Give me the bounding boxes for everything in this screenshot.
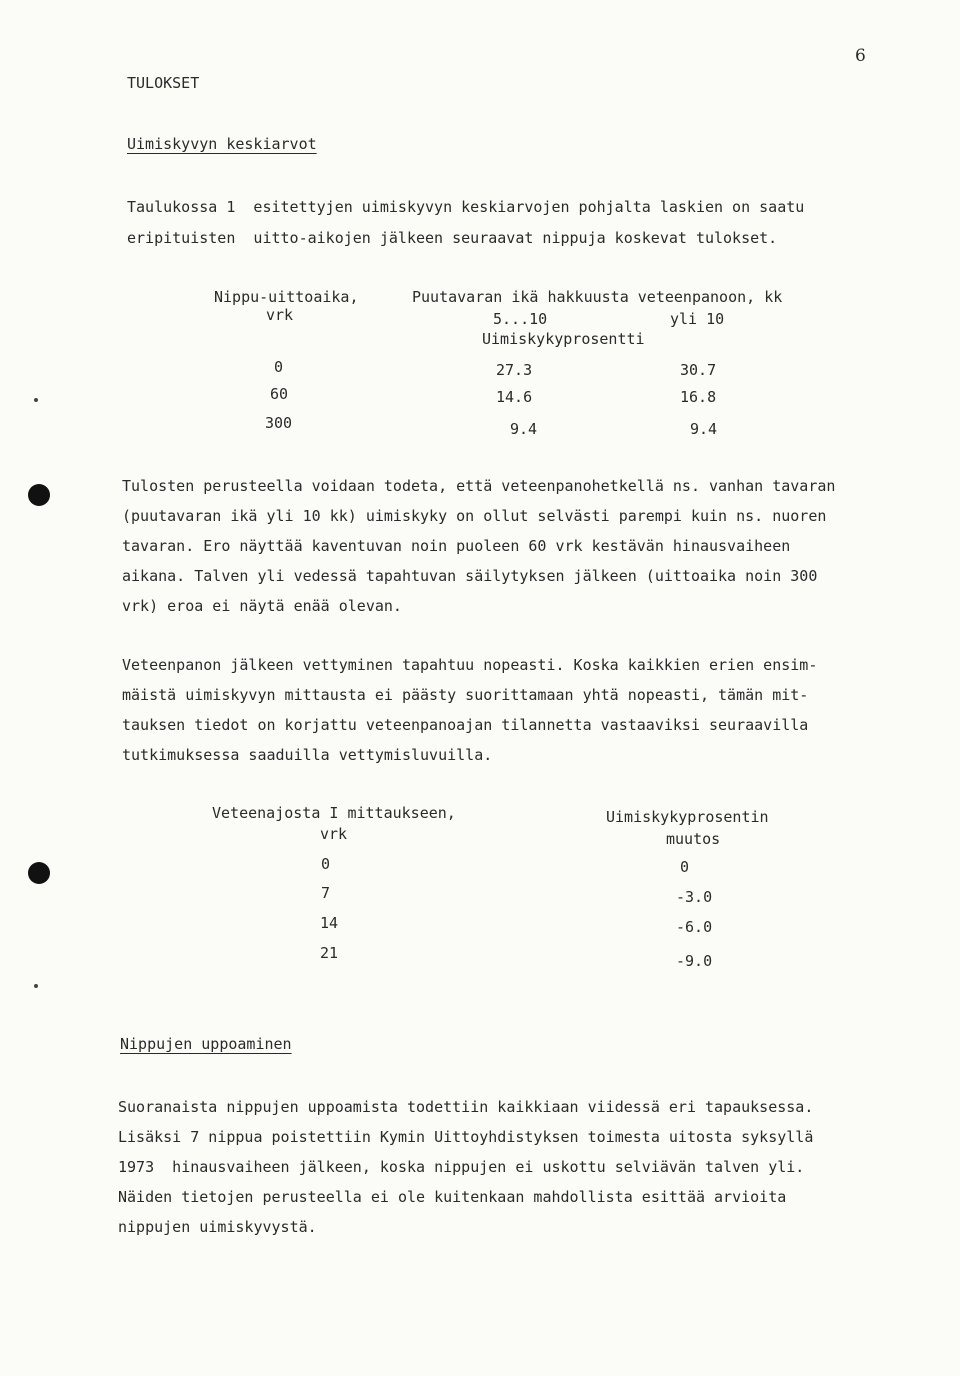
text-line: aikana. Talven yli vedessä tapahtuvan säilytyksen jälkeen (uittoaika noin 300 — [122, 567, 818, 585]
paper-speck — [34, 398, 38, 402]
table-cell-days: 21 — [320, 944, 339, 962]
table-cell-days: 0 — [321, 855, 331, 873]
table-header-days-unit: vrk — [320, 825, 348, 843]
page-number: 6 — [855, 46, 866, 66]
table-header-days: Nippu-uittoaika, — [214, 288, 359, 306]
table-col-over-10: yli 10 — [670, 310, 725, 328]
table-cell-change: 0 — [680, 858, 690, 876]
text-line: nippujen uimiskyvystä. — [118, 1218, 317, 1236]
subsection-title-sinking: Nippujen uppoaminen — [120, 1035, 292, 1053]
table-cell-value: 9.4 — [690, 420, 718, 438]
table-header-change-2: muutos — [666, 830, 721, 848]
text-line: tauksen tiedot on korjattu veteenpanoajan tilannetta vastaaviksi seuraavilla — [122, 716, 809, 734]
table-cell-value: 16.8 — [680, 388, 717, 406]
text-line: tavaran. Ero näyttää kaventuvan noin puoleen 60 vrk kestävän hinausvaiheen — [122, 537, 791, 555]
table-header-days-unit: vrk — [266, 306, 294, 324]
text-line: eripituisten uitto-aikojen jälkeen seuraavat nippuja koskevat tulokset. — [127, 229, 778, 247]
text-line: Lisäksi 7 nippua poistettiin Kymin Uittoyhdistyksen toimesta uitosta syksyllä — [118, 1128, 814, 1146]
table-cell-value: 14.6 — [496, 388, 533, 406]
table-cell-change: -3.0 — [676, 888, 713, 906]
binder-hole-bottom — [28, 862, 50, 884]
text-line: Taulukossa 1 esitettyjen uimiskyvyn keskiarvojen pohjalta laskien on saatu — [127, 198, 805, 216]
text-line: Suoranaista nippujen uppoamista todettiin kaikkiaan viidessä eri tapauksessa. — [118, 1098, 814, 1116]
text-line: tutkimuksessa saaduilla vettymisluvuilla. — [122, 746, 493, 764]
text-line: Tulosten perusteella voidaan todeta, että veteenpanohetkellä ns. vanhan tavaran — [122, 477, 836, 495]
text-line: 1973 hinausvaiheen jälkeen, koska nippujen ei uskottu selviävän talven yli. — [118, 1158, 805, 1176]
table-cell-value: 30.7 — [680, 361, 717, 379]
text-line: vrk) eroa ei näytä enää olevan. — [122, 597, 402, 615]
table-cell-value: 27.3 — [496, 361, 533, 379]
text-line: mäistä uimiskyvyn mittausta ei päästy suorittamaan yhtä nopeasti, tämän mit- — [122, 686, 809, 704]
table-header-days: Veteenajosta I mittaukseen, — [212, 804, 456, 822]
section-title: TULOKSET — [127, 74, 200, 92]
text-line: (puutavaran ikä yli 10 kk) uimiskyky on ollut selvästi parempi kuin ns. nuoren — [122, 507, 827, 525]
table-cell-days: 60 — [270, 385, 289, 403]
table-cell-change: -6.0 — [676, 918, 713, 936]
table-cell-change: -9.0 — [676, 952, 713, 970]
table-subheader-buoyancy: Uimiskykyprosentti — [482, 330, 645, 348]
binder-hole-top — [28, 484, 50, 506]
table-header-change: Uimiskykyprosentin — [606, 808, 769, 826]
table-header-wood-age: Puutavaran ikä hakkuusta veteenpanoon, kk — [412, 288, 783, 306]
text-line: Näiden tietojen perusteella ei ole kuitenkaan mahdollista esittää arvioita — [118, 1188, 787, 1206]
subsection-title-averages: Uimiskyvyn keskiarvot — [127, 135, 317, 153]
table-cell-value: 9.4 — [510, 420, 538, 438]
table-cell-days: 0 — [274, 358, 284, 376]
table-cell-days: 7 — [321, 884, 331, 902]
table-cell-days: 300 — [265, 414, 293, 432]
table-cell-days: 14 — [320, 914, 339, 932]
table-col-5-10: 5...10 — [493, 310, 548, 328]
paper-speck — [34, 984, 38, 988]
text-line: Veteenpanon jälkeen vettyminen tapahtuu nopeasti. Koska kaikkien erien ensim- — [122, 656, 818, 674]
